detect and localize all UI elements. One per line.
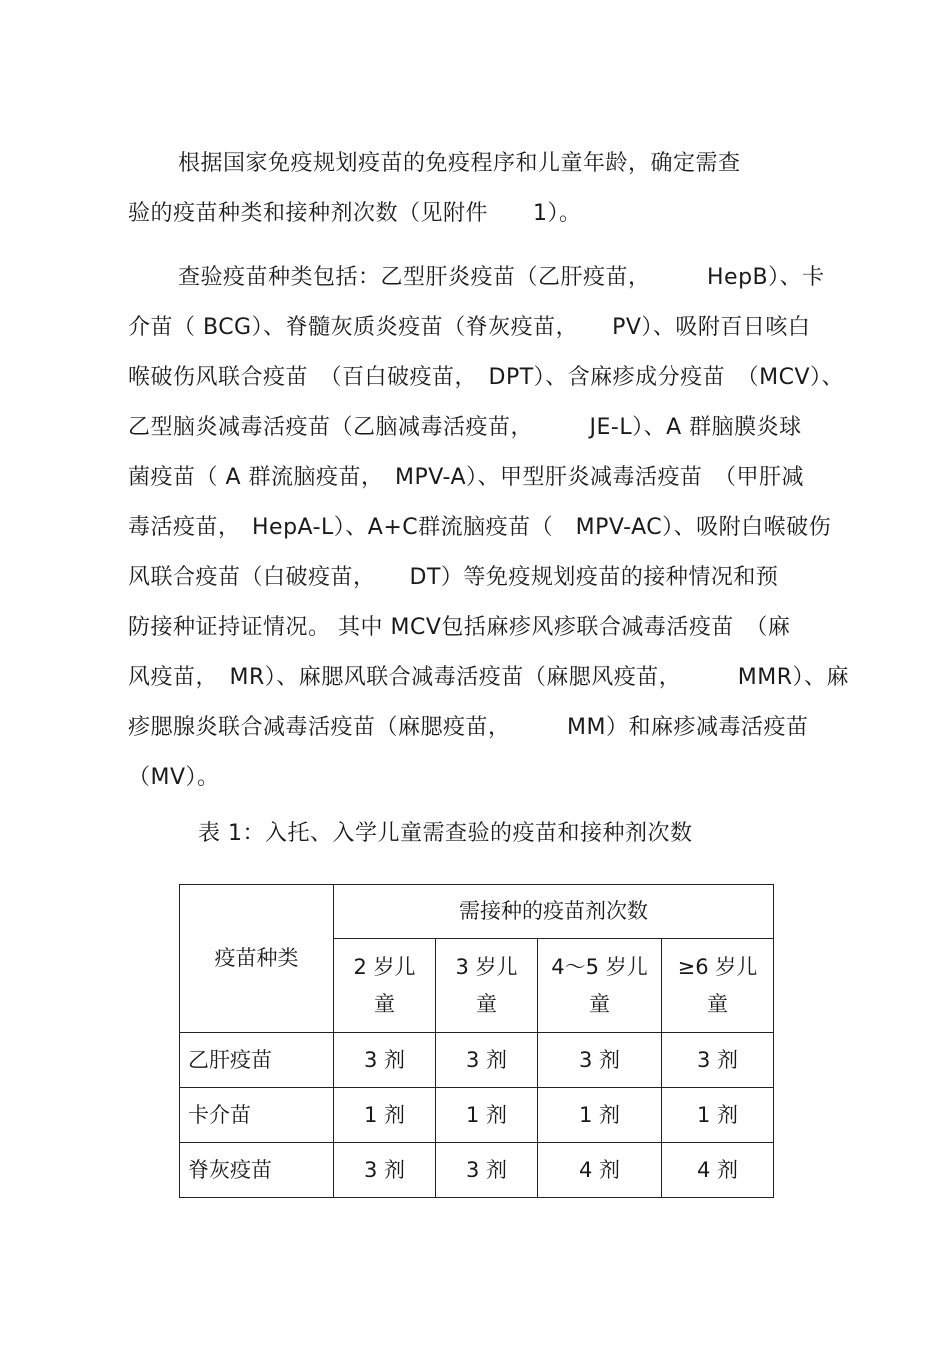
age-header-4-5y — [538, 939, 662, 1033]
paragraph-2-line-11: （MV）。 — [128, 765, 220, 790]
dose-cell: 3 剂 — [538, 1033, 662, 1088]
dose-cell: 1 剂 — [334, 1088, 436, 1143]
dose-cell: 1 剂 — [662, 1088, 774, 1143]
dose-cell: 4 剂 — [538, 1143, 662, 1198]
paragraph-2-line-6: 毒活疫苗， HepA-L）、A+C群流脑疫苗（ MPV-AC）、吸附白喉破伤 — [128, 515, 832, 540]
age-header-3y-line-1: 3 岁儿 — [455, 954, 518, 979]
dose-cell: 3 剂 — [662, 1033, 774, 1088]
vaccine-name-cell: 卡介苗 — [180, 1088, 334, 1143]
table-row — [180, 1143, 774, 1198]
age-header-6y-plus-line-1: ≥6 岁儿 — [677, 954, 758, 979]
vaccine-table — [179, 884, 774, 1198]
age-header-2y — [334, 939, 436, 1033]
age-header-2y-line-1: 2 岁儿 — [353, 954, 416, 979]
paragraph-2-line-5: 菌疫苗（ A 群流脑疫苗， MPV-A）、甲型肝炎减毒活疫苗 （甲肝减 — [128, 465, 805, 490]
vaccine-type-header: 疫苗种类 — [180, 885, 334, 1033]
paragraph-2-line-8: 防接种证持证情况。 其中 MCV包括麻疹风疹联合减毒活疫苗 （麻 — [128, 615, 791, 640]
age-header-2y-line-2: 童 — [374, 991, 395, 1016]
vaccine-name-cell: 脊灰疫苗 — [180, 1143, 334, 1198]
table-row — [180, 1088, 774, 1143]
dose-group-header: 需接种的疫苗剂次数 — [334, 885, 774, 939]
age-header-6y-plus — [662, 939, 774, 1033]
dose-cell: 1 剂 — [436, 1088, 538, 1143]
paragraph-2-line-7: 风联合疫苗（白破疫苗， DT）等免疫规划疫苗的接种情况和预 — [128, 565, 779, 590]
paragraph-2-line-4: 乙型脑炎减毒活疫苗（乙脑减毒活疫苗， JE-L）、A 群脑膜炎球 — [128, 415, 802, 440]
paragraph-2-line-2: 介苗（ BCG）、脊髓灰质炎疫苗（脊灰疫苗， PV）、吸附百日咳白 — [128, 315, 811, 340]
paragraph-1-line-1: 根据国家免疫规划疫苗的免疫程序和儿童年龄，确定需查 — [178, 151, 741, 176]
table-header-row-1 — [180, 885, 774, 939]
paragraph-2-line-9: 风疫苗， MR）、麻腮风联合减毒活疫苗（麻腮风疫苗， MMR）、麻 — [128, 665, 850, 690]
table-caption: 表 1：入托、入学儿童需查验的疫苗和接种剂次数 — [198, 821, 693, 846]
age-header-3y — [436, 939, 538, 1033]
dose-cell: 3 剂 — [436, 1033, 538, 1088]
vaccine-name-cell: 乙肝疫苗 — [180, 1033, 334, 1088]
paragraph-2-line-10: 疹腮腺炎联合减毒活疫苗（麻腮疫苗， MM）和麻疹减毒活疫苗 — [128, 715, 809, 740]
dose-cell: 3 剂 — [436, 1143, 538, 1198]
age-header-6y-plus-line-2: 童 — [707, 991, 728, 1016]
paragraph-2-line-3: 喉破伤风联合疫苗 （百白破疫苗， DPT）、含麻疹成分疫苗 （MCV）、 — [128, 365, 845, 390]
age-header-3y-line-2: 童 — [476, 991, 497, 1016]
dose-cell: 3 剂 — [334, 1033, 436, 1088]
age-header-4-5y-line-2: 童 — [589, 991, 610, 1016]
table-row — [180, 1033, 774, 1088]
age-header-4-5y-line-1: 4～5 岁儿 — [551, 954, 648, 979]
dose-cell: 1 剂 — [538, 1088, 662, 1143]
paragraph-2-line-1: 查验疫苗种类包括：乙型肝炎疫苗（乙肝疫苗， HepB）、卡 — [178, 265, 825, 290]
dose-cell: 3 剂 — [334, 1143, 436, 1198]
paragraph-1-line-2: 验的疫苗种类和接种剂次数（见附件 1）。 — [128, 201, 582, 226]
dose-cell: 4 剂 — [662, 1143, 774, 1198]
